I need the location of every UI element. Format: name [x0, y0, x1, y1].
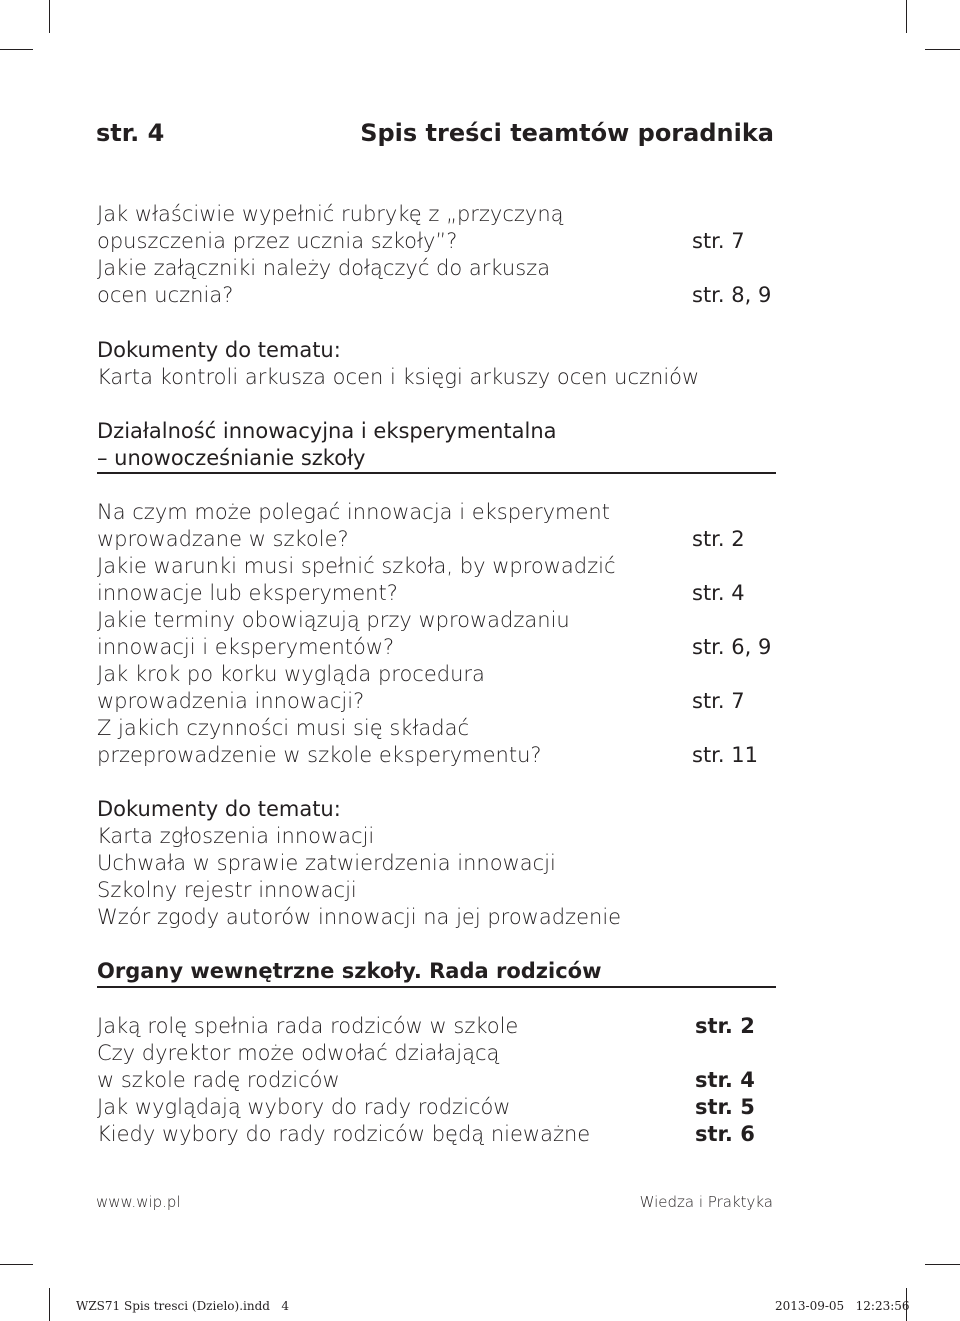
slug-file: WZS71 Spis tresci (Dzielo).indd 4 — [76, 1299, 290, 1313]
toc-entry-line: Czy dyrektor może odwołać działającą — [97, 1041, 500, 1065]
document-item: Szkolny rejestr innowacji — [97, 878, 357, 902]
crop-mark — [0, 49, 33, 50]
toc-entry-page: str. 8, 9 — [692, 283, 772, 307]
documents-heading: Dokumenty do tematu: — [97, 797, 341, 821]
crop-mark — [925, 49, 960, 50]
toc-entry-line: opuszczenia przez ucznia szkoły”? — [97, 229, 458, 253]
section-heading: Działalność innowacyjna i eksperymentalna — [97, 419, 557, 443]
crop-mark — [0, 1264, 33, 1265]
toc-entry-line: innowacji i eksperymentów? — [97, 635, 395, 659]
toc-entry-line: Jaką rolę spełnia rada rodziców w szkole — [97, 1014, 519, 1038]
section-rule — [97, 472, 776, 474]
toc-entry-page: str. 4 — [695, 1068, 755, 1092]
crop-mark — [906, 0, 907, 33]
section-rule — [97, 986, 776, 988]
toc-entry-line: Jak krok po korku wygląda procedura — [97, 662, 485, 686]
toc-entry-page: str. 2 — [692, 527, 745, 551]
toc-entry-page: str. 6 — [695, 1122, 755, 1146]
document-item: Karta kontroli arkusza ocen i księgi arkuszy ocen uczniów — [97, 365, 700, 389]
toc-entry-page: str. 6, 9 — [692, 635, 772, 659]
crop-mark — [49, 1288, 50, 1321]
crop-mark — [49, 0, 50, 33]
document-item: Karta zgłoszenia innowacji — [97, 824, 375, 848]
toc-entry-line: innowacje lub eksperyment? — [97, 581, 398, 605]
toc-entry-page: str. 4 — [692, 581, 745, 605]
toc-entry-line: Z jakich czynności musi się składać — [97, 716, 470, 740]
toc-entry-line: Jak właściwie wypełnić rubrykę z „przyczyną — [97, 202, 564, 226]
toc-entry-line: Jakie warunki musi spełnić szkoła, by wprowadzić — [97, 554, 616, 578]
crop-mark — [925, 1264, 960, 1265]
document-item: Uchwała w sprawie zatwierdzenia innowacji — [97, 851, 556, 875]
toc-entry-page: str. 7 — [692, 229, 745, 253]
toc-entry-line: Jak wyglądają wybory do rady rodziców — [97, 1095, 511, 1119]
footer-website: www.wip.pl — [96, 1193, 181, 1211]
document-item: Wzór zgody autorów innowacji na jej prowadzenie — [97, 905, 622, 929]
documents-heading: Dokumenty do tematu: — [97, 338, 341, 362]
toc-entry-page: str. 7 — [692, 689, 745, 713]
section-heading: – unowocześnianie szkoły — [97, 446, 366, 470]
toc-entry-line: przeprowadzenie w szkole eksperymentu? — [97, 743, 542, 767]
toc-entry-line: Jakie terminy obowiązują przy wprowadzaniu — [97, 608, 570, 632]
toc-entry-page: str. 2 — [695, 1014, 755, 1038]
toc-entry-line: Jakie załączniki należy dołączyć do arkusza — [97, 256, 551, 280]
page-title: Spis treści teamtów poradnika — [360, 119, 774, 147]
toc-entry-line: ocen ucznia? — [97, 283, 234, 307]
toc-entry-line: wprowadzane w szkole? — [97, 527, 349, 551]
slug-datetime: 2013-09-05 12:23:56 — [775, 1299, 910, 1313]
toc-entry-line: wprowadzenia innowacji? — [97, 689, 365, 713]
footer-publisher: Wiedza i Praktyka — [639, 1193, 773, 1211]
toc-entry-line: Na czym może polegać innowacja i eksperyment — [97, 500, 610, 524]
page-label: str. 4 — [96, 119, 165, 147]
toc-entry-page: str. 5 — [695, 1095, 755, 1119]
toc-entry-page: str. 11 — [692, 743, 758, 767]
toc-entry-line: Kiedy wybory do rady rodziców będą nieważne — [97, 1122, 591, 1146]
toc-entry-line: w szkole radę rodziców — [97, 1068, 340, 1092]
section-heading: Organy wewnętrzne szkoły. Rada rodziców — [97, 959, 602, 983]
